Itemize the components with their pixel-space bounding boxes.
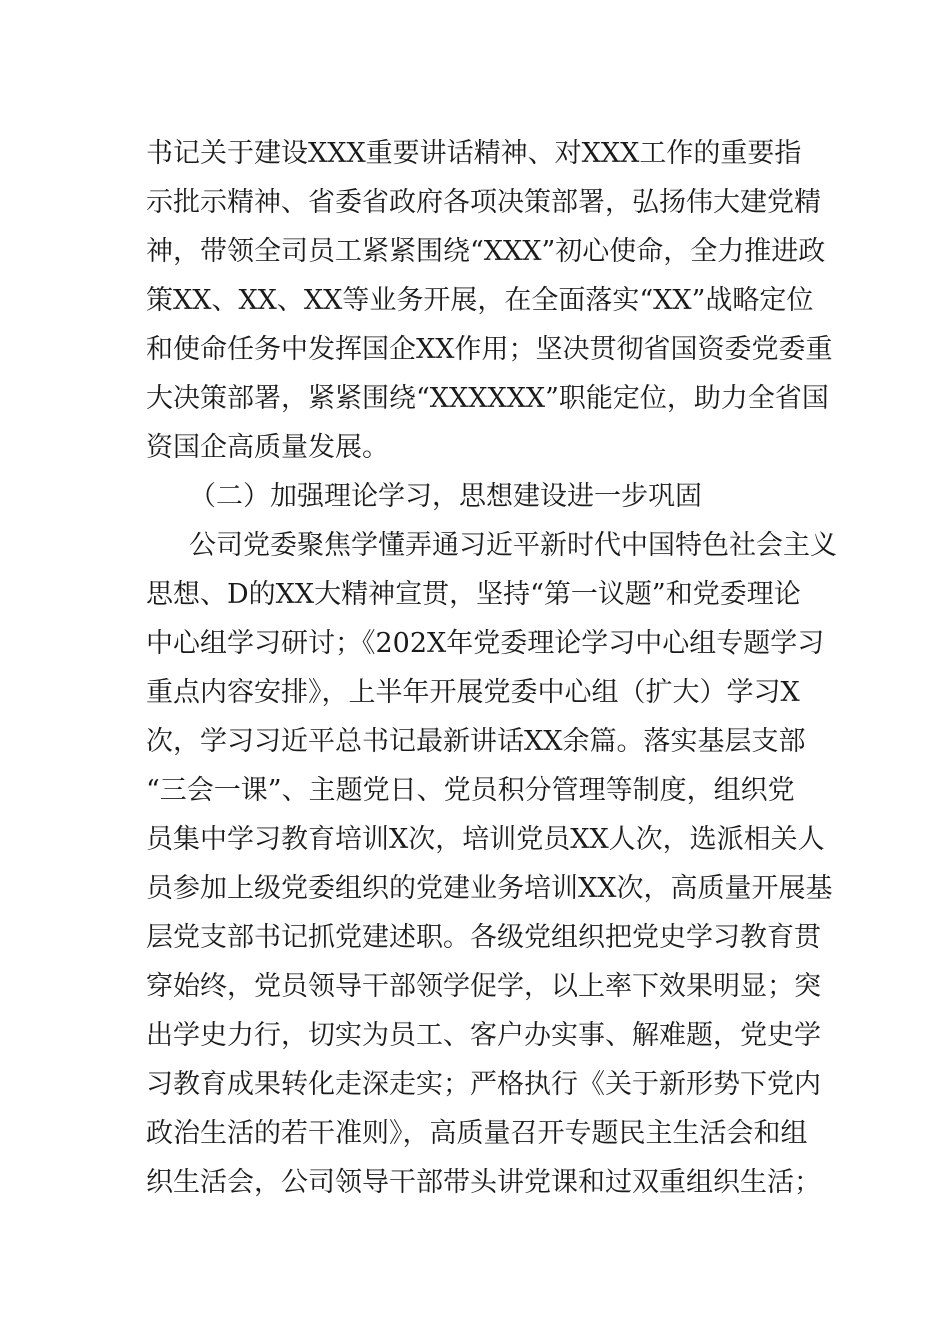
text-line: 织生活会，公司领导干部带头讲党课和过双重组织生活； [146,1167,821,1198]
text-line: 示批示精神、省委省政府各项决策部署，弘扬伟大建党精 [146,187,821,218]
text-line: 大决策部署，紧紧围绕“XXXXXX”职能定位，助力全省国 [146,383,829,414]
text-line: 公司党委聚焦学懂弄通习近平新时代中国特色社会主义 [189,530,837,561]
text-line: 书记关于建设XXX重要讲话精神、对XXX工作的重要指 [146,138,802,169]
text-line: 穿始终，党员领导干部领学促学，以上率下效果明显；突 [146,971,821,1002]
text-line: 资国企高质量发展。 [146,432,389,463]
text-line: 政治生活的若干准则》，高质量召开专题民主生活会和组 [146,1118,808,1149]
text-line: 和使命任务中发挥国企XX作用；坚决贯彻省国资委党委重 [146,334,833,365]
text-line: 层党支部书记抓党建述职。各级党组织把党史学习教育贯 [146,922,821,953]
text-line: 神，带领全司员工紧紧围绕“XXX”初心使命，全力推进政 [146,236,826,267]
text-line: 员参加上级党委组织的党建业务培训XX次，高质量开展基 [146,873,833,904]
text-line: 次，学习习近平总书记最新讲话XX余篇。落实基层支部 [146,726,806,757]
section-heading: （二）加强理论学习，思想建设进一步巩固 [189,481,702,512]
text-line: 员集中学习教育培训X次，培训党员XX人次，选派相关人 [146,824,825,855]
text-line: 思想、D的XX大精神宣贯，坚持“第一议题”和党委理论 [146,579,801,610]
text-line: 习教育成果转化走深走实；严格执行《关于新形势下党内 [146,1069,821,1100]
text-line: 重点内容安排》，上半年开展党委中心组（扩大）学习X [146,677,800,708]
text-line: 中心组学习研讨；《202X年党委理论学习中心组专题学习 [146,628,825,659]
text-line: “三会一课”、主题党日、党员积分管理等制度，组织党 [146,775,795,806]
text-line: 出学史力行，切实为员工、客户办实事、解难题，党史学 [146,1020,821,1051]
text-line: 策XX、XX、XX等业务开展，在全面落实“XX”战略定位 [146,285,814,316]
